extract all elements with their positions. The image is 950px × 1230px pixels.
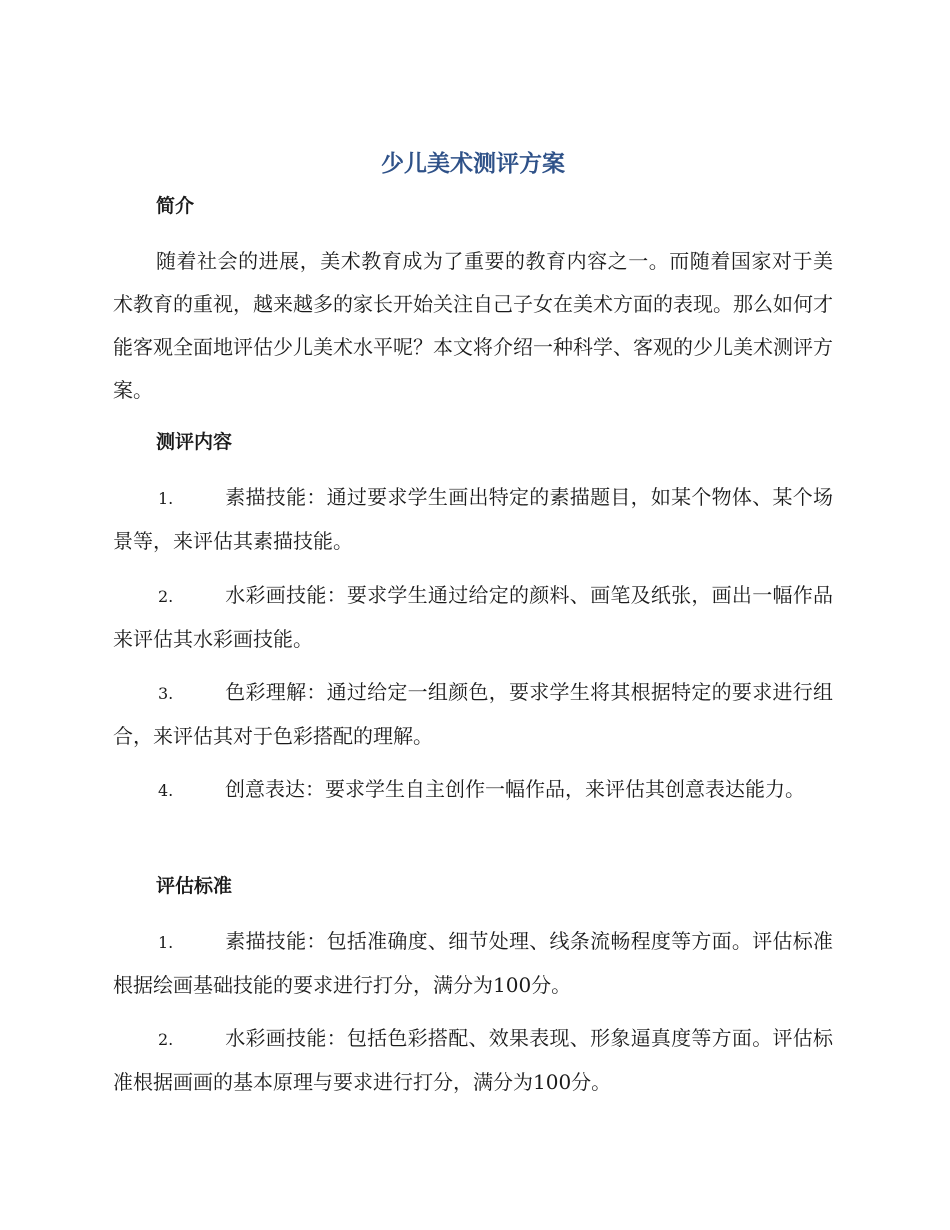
list-number: 3. (158, 684, 174, 703)
intro-paragraph: 随着社会的进展，美术教育成为了重要的教育内容之一。而随着国家对于美术教育的重视，越来越多的家长开始关注自己子女在美术方面的表现。那么如何才能客观全面地评估少儿美术水平呢？本文将介绍一种科学、客观的少儿美术测评方案。 (113, 249, 833, 402)
list-item-text: 水彩画技能：要求学生通过给定的颜料、画笔及纸张，画出一幅作品来评估其水彩画技能。 (113, 583, 833, 651)
document-title: 少儿美术测评方案 (381, 151, 565, 177)
list-item-text: 水彩画技能：包括色彩搭配、效果表现、形象逼真度等方面。评估标准根据画画的基本原理与要求进行打分，满分为100分。 (113, 1026, 833, 1094)
content-list-item (113, 476, 833, 563)
content-list-item (113, 768, 833, 812)
criteria-list-item (113, 920, 833, 1007)
list-number: 2. (158, 1030, 174, 1049)
list-number: 1. (158, 489, 174, 508)
content-list-item (113, 574, 833, 661)
criteria-list-item (113, 1017, 833, 1104)
list-number: 1. (158, 933, 174, 952)
section-heading-intro: 简介 (156, 195, 195, 217)
section-heading-criteria: 评估标准 (156, 875, 233, 897)
list-item-text: 色彩理解：通过给定一组颜色，要求学生将其根据特定的要求进行组合，来评估其对于色彩搭配的理解。 (113, 680, 833, 748)
content-list-item (113, 671, 833, 758)
list-item-text: 素描技能：通过要求学生画出特定的素描题目，如某个物体、某个场景等，来评估其素描技能。 (113, 485, 833, 553)
list-number: 4. (158, 781, 174, 800)
list-number: 2. (158, 587, 174, 606)
section-heading-content: 测评内容 (156, 431, 233, 453)
list-item-text: 创意表达：要求学生自主创作一幅作品，来评估其创意表达能力。 (225, 777, 805, 801)
list-item-text: 素描技能：包括准确度、细节处理、线条流畅程度等方面。评估标准根据绘画基础技能的要求进行打分，满分为100分。 (113, 929, 833, 997)
